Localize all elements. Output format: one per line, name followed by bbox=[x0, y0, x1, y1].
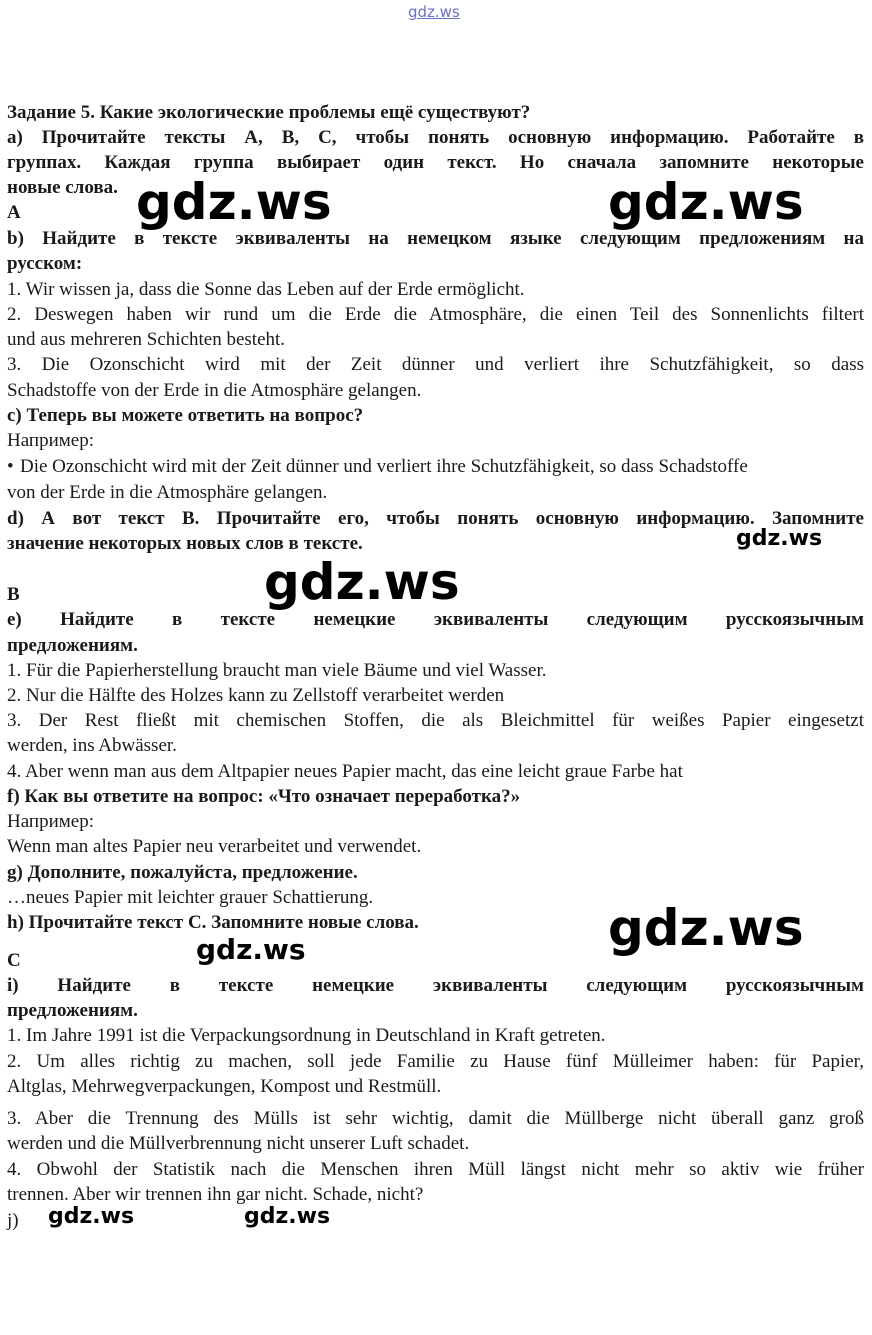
c-item-3-line-2: werden und die Müllverbrennung nicht unserer Luft schadet. bbox=[7, 1133, 470, 1154]
b-item-3-line-2: werden, ins Abwässer. bbox=[7, 735, 177, 756]
task-i-line-2: предложениям. bbox=[7, 1000, 138, 1021]
answer-f: Wenn man altes Papier neu verarbeitet und verwendet. bbox=[7, 836, 422, 857]
answer-g: …neues Papier mit leichter grauer Schattierung. bbox=[7, 887, 374, 908]
task-b-line-1: b) Найдите в тексте эквиваленты на немецком языке следующим предложениям на bbox=[7, 228, 864, 249]
b-item-3-line-1: 3. Der Rest fließt mit chemischen Stoffen, die als Bleichmittel für weißes Papier eingesetzt bbox=[7, 710, 864, 731]
task-d-line-2: значение некоторых новых слов в тексте. bbox=[7, 533, 363, 554]
watermark-1: gdz.ws bbox=[136, 173, 332, 231]
example-label-c: Например: bbox=[7, 430, 94, 451]
answer-c-line-2: von der Erde in die Atmosphäre gelangen. bbox=[7, 482, 328, 503]
watermark-4: gdz.ws bbox=[264, 553, 460, 611]
section-label-c: C bbox=[7, 950, 21, 971]
c-item-4-line-2: trennen. Aber wir trennen ihn gar nicht. Schade, nicht? bbox=[7, 1184, 424, 1205]
b-item-1: 1. Für die Papierherstellung braucht man viele Bäume und viel Wasser. bbox=[7, 660, 547, 681]
example-label-f: Например: bbox=[7, 811, 94, 832]
task-j: j) bbox=[7, 1210, 19, 1231]
task-d-line-1: d) А вот текст В. Прочитайте его, чтобы понять основную информацию. Запомните bbox=[7, 508, 864, 529]
task-h: h) Прочитайте текст С. Запомните новые слова. bbox=[7, 912, 419, 933]
watermark-7: gdz.ws bbox=[48, 1204, 135, 1229]
answer-c-text: Die Ozonschicht wird mit der Zeit dünner und verliert ihre Schutzfähigkeit, so dass Schadstoffe bbox=[20, 456, 748, 477]
section-label-b: B bbox=[7, 584, 20, 605]
task-e-line-1: e) Найдите в тексте немецкие эквиваленты следующим русскоязычным bbox=[7, 609, 864, 630]
task-title: Задание 5. Какие экологические проблемы ещё существуют? bbox=[7, 102, 531, 123]
c-item-4-line-1: 4. Obwohl der Statistik nach die Menschen ihren Müll längst nicht mehr so aktiv wie früher bbox=[7, 1159, 864, 1180]
a-item-3-line-1: 3. Die Ozonschicht wird mit der Zeit dünner und verliert ihre Schutzfähigkeit, so dass bbox=[7, 354, 864, 375]
b-item-2: 2. Nur die Hälfte des Holzes kann zu Zellstoff verarbeitet werden bbox=[7, 685, 505, 706]
task-i-line-1: i) Найдите в тексте немецкие эквиваленты следующим русскоязычным bbox=[7, 975, 864, 996]
task-a-line-2: группах. Каждая группа выбирает один текст. Но сначала запомните некоторые bbox=[7, 152, 864, 173]
section-label-a: A bbox=[7, 202, 21, 223]
watermark-8: gdz.ws bbox=[244, 1204, 331, 1229]
watermark-2: gdz.ws bbox=[608, 173, 804, 231]
task-e-line-2: предложениям. bbox=[7, 635, 138, 656]
a-item-2-line-2: und aus mehreren Schichten besteht. bbox=[7, 329, 286, 350]
task-g: g) Дополните, пожалуйста, предложение. bbox=[7, 862, 358, 883]
a-item-1: 1. Wir wissen ja, dass die Sonne das Leben auf der Erde ermöglicht. bbox=[7, 279, 525, 300]
answer-c-line-1 bbox=[7, 454, 864, 479]
c-item-3-line-1: 3. Aber die Trennung des Mülls ist sehr wichtig, damit die Müllberge nicht überall ganz groß bbox=[7, 1108, 864, 1129]
task-f: f) Как вы ответите на вопрос: «Что означает переработка?» bbox=[7, 786, 521, 807]
watermark-top[interactable]: gdz.ws bbox=[408, 3, 460, 21]
c-item-1: 1. Im Jahre 1991 ist die Verpackungsordnung in Deutschland in Kraft getreten. bbox=[7, 1025, 606, 1046]
task-c: c) Теперь вы можете ответить на вопрос? bbox=[7, 405, 364, 426]
c-item-2-line-1: 2. Um alles richtig zu machen, soll jede Familie zu Hause fünf Mülleimer haben: für Papier, bbox=[7, 1051, 864, 1072]
a-item-3-line-2: Schadstoffe von der Erde in die Atmosphäre gelangen. bbox=[7, 380, 422, 401]
watermark-3: gdz.ws bbox=[736, 526, 823, 551]
task-a-line-1: a) Прочитайте тексты А, В, С, чтобы понять основную информацию. Работайте в bbox=[7, 127, 864, 148]
task-b-line-2: русском: bbox=[7, 253, 83, 274]
bullet-icon: • bbox=[7, 456, 14, 477]
b-item-4: 4. Aber wenn man aus dem Altpapier neues Papier macht, das eine leicht graue Farbe hat bbox=[7, 761, 683, 782]
watermark-5: gdz.ws bbox=[608, 899, 804, 957]
c-item-2-line-2: Altglas, Mehrwegverpackungen, Kompost und Restmüll. bbox=[7, 1076, 442, 1097]
watermark-6: gdz.ws bbox=[196, 933, 306, 966]
task-a-line-3: новые слова. bbox=[7, 177, 118, 198]
a-item-2-line-1: 2. Deswegen haben wir rund um die Erde die Atmosphäre, die einen Teil des Sonnenlichts filtert bbox=[7, 304, 864, 325]
